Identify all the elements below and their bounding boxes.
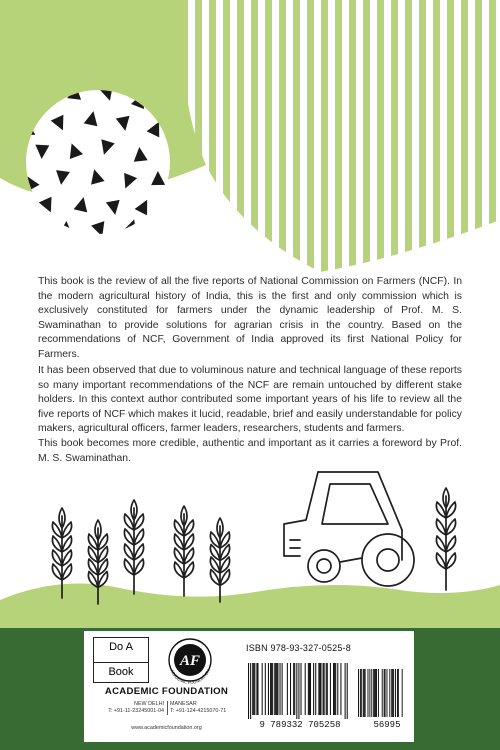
- barcode-addon-bar: [376, 669, 377, 717]
- blurb-paragraph-1: This book is the review of all the five reports of National Commission on Farmers (NCF). In the modern agricultural history of India, this is the first and only commission which is exclusively constituted for farmers under the dynamic leadership of Prof. M. S. Swaminathan to provide solutions for agrarian crisis in the country. Based on the recommendations of NCF, Government of India approved its first National Policy for Farmers.: [38, 276, 462, 360]
- barcode-bar: [296, 663, 297, 719]
- barcode-bar: [347, 663, 348, 719]
- stripe: [230, 0, 237, 290]
- wheat-icon: [210, 518, 229, 602]
- barcode-addon-bar: [378, 669, 379, 717]
- barcode-bar: [320, 663, 321, 715]
- stripe: [342, 0, 349, 290]
- barcode-addon-bar: [392, 669, 393, 717]
- barcode-bar: [277, 663, 278, 715]
- barcode-addon-bar: [373, 669, 374, 717]
- stripe: [468, 0, 475, 290]
- barcode-addon-bar: [385, 669, 386, 717]
- barcode-addon-bar: [391, 669, 392, 717]
- badge-line-2: Book: [94, 662, 148, 678]
- barcode-bar: [327, 663, 328, 715]
- barcode-bar: [275, 663, 276, 715]
- office-manesar: [170, 701, 250, 715]
- barcode-addon-bar: [402, 669, 403, 717]
- stripe: [244, 0, 251, 290]
- barcode-bar: [310, 663, 311, 715]
- stripe: [300, 0, 307, 290]
- barcode-addon-bar: [375, 669, 376, 717]
- barcode-digits: 9 789332 705258: [259, 720, 341, 729]
- isbn-label: ISBN 978-93-327-0525-8: [246, 643, 351, 653]
- barcode-bar: [253, 663, 254, 715]
- stripe: [286, 0, 293, 290]
- barcode-bar: [248, 663, 249, 719]
- barcode-bar: [315, 663, 316, 715]
- barcode-bar: [271, 663, 272, 715]
- barcode-bar: [308, 663, 309, 715]
- address-divider: [167, 701, 168, 715]
- barcode-bar: [265, 663, 266, 715]
- triangle-pattern-circle: [26, 90, 170, 234]
- office-1-phone: T: +91-11-23245001-04: [108, 708, 164, 714]
- barcode-addon-bar: [387, 669, 388, 717]
- barcode-bar: [324, 663, 325, 715]
- barcode-addon-bar: [389, 669, 390, 717]
- barcode-addon-bar: [368, 669, 369, 717]
- barcode-bar: [254, 663, 255, 715]
- stripe: [202, 0, 209, 290]
- barcode-bar: [326, 663, 327, 715]
- barcode-addon-bar: [360, 669, 361, 717]
- barcode-bar: [257, 663, 258, 715]
- stripe: [440, 0, 447, 290]
- barcode-bar: [309, 663, 310, 715]
- logo-ring-text: ACADEMIC FOUNDATION: [169, 668, 211, 686]
- barcode-bar: [333, 663, 334, 715]
- office-new-delhi: [104, 701, 164, 715]
- blurb-paragraph-2: It has been observed that due to voluminous nature and technical language of these reports so many important recommendations of the NCF are remain untouched by different stake holders. In this context author contributed some important years of his life to review all the five reports of NCF which makes it lucid, readable, brief and easily understandable for policy makers, agricultural officers, farmer leaders, researchers, students and farmers.: [38, 365, 462, 435]
- barcode-bar: [335, 663, 336, 715]
- barcode-bar: [272, 663, 273, 715]
- barcode-addon-bar: [358, 669, 359, 717]
- barcode-addon-bar: [369, 669, 370, 717]
- publisher-website: www.academicfoundation.org: [131, 725, 202, 731]
- barcode-bar: [280, 663, 281, 715]
- wheat-icon: [174, 506, 193, 596]
- barcode-bar: [345, 663, 346, 719]
- barcode-addon-digits: 56995: [373, 720, 401, 729]
- wheat-icon: [436, 488, 455, 590]
- wheat-icon: [124, 500, 143, 594]
- barcode-bar: [318, 663, 319, 715]
- farm-illustration: [52, 472, 455, 604]
- barcode-bar: [290, 663, 291, 715]
- barcode-bar: [293, 663, 294, 715]
- barcode-bar: [274, 663, 275, 715]
- barcode-bars: [248, 663, 403, 719]
- blurb-paragraph-3: This book becomes more credible, authentic and important as it carries a foreword by Prof. M. S. Swaminathan.: [38, 438, 462, 464]
- barcode-bar: [252, 663, 253, 715]
- barcode-bar: [294, 663, 295, 715]
- barcode-bar: [298, 663, 299, 719]
- barcode-bar: [287, 663, 288, 715]
- office-1-city: NEW DELHI: [134, 701, 164, 707]
- stripe: [370, 0, 377, 290]
- barcode-addon-bar: [361, 669, 362, 717]
- tractor-icon: [284, 472, 414, 586]
- isbn-barcode: [246, 655, 408, 729]
- barcode-addon-bar: [365, 669, 366, 717]
- stripe: [328, 0, 335, 290]
- stripe: [454, 0, 461, 290]
- barcode-bar: [276, 663, 277, 715]
- barcode-bar: [256, 663, 257, 715]
- badge-line-1: Do A: [109, 641, 133, 653]
- stripe: [412, 0, 419, 290]
- publisher-name: ACADEMIC FOUNDATION: [104, 686, 229, 697]
- barcode-addon-bar: [384, 669, 385, 717]
- barcode-bar: [250, 663, 251, 719]
- stripe: [258, 0, 265, 290]
- barcode-bar: [270, 663, 271, 715]
- barcode-addon-bar: [393, 669, 394, 717]
- stripe: [482, 0, 489, 290]
- stripe: [398, 0, 405, 290]
- office-2-city: MANESAR: [170, 701, 197, 707]
- stripe: [426, 0, 433, 290]
- barcode-bar: [268, 663, 269, 715]
- barcode-bar: [319, 663, 320, 715]
- stripe: [216, 0, 223, 290]
- barcode-addon-bar: [395, 669, 396, 717]
- barcode-bar: [340, 663, 341, 715]
- barcode-addon-bar: [364, 669, 365, 717]
- barcode-addon-bar: [371, 669, 372, 717]
- stripe: [272, 0, 279, 290]
- barcode-addon-bar: [374, 669, 375, 717]
- barcode-addon-bar: [363, 669, 364, 717]
- barcode-addon-bar: [397, 669, 398, 717]
- barcode-bar: [334, 663, 335, 715]
- barcode-addon-bar: [398, 669, 399, 717]
- logo-letters: AF: [179, 653, 201, 669]
- barcode-bar: [330, 663, 331, 715]
- do-a-book-badge: [93, 637, 149, 683]
- barcode-bar: [305, 663, 306, 715]
- barcode-bar: [262, 663, 263, 715]
- stripe: [314, 0, 321, 290]
- stripe: [384, 0, 391, 290]
- barcode-bar: [313, 663, 314, 715]
- academic-foundation-logo: [161, 636, 219, 688]
- barcode-bar: [323, 663, 324, 715]
- barcode-bar: [337, 663, 338, 715]
- office-2-phone: T: +91-124-4215070-71: [170, 708, 227, 714]
- stripe: [356, 0, 363, 290]
- barcode-bar: [282, 663, 283, 715]
- barcode-bar: [301, 663, 302, 715]
- stripe: [496, 0, 500, 290]
- barcode-addon-bar: [382, 669, 383, 717]
